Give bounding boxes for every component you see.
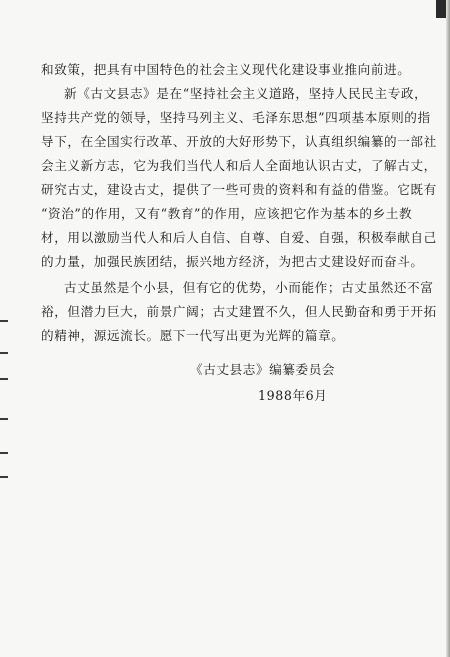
scan-margin-mark (0, 352, 8, 354)
scan-margin-mark (0, 378, 8, 380)
scan-margin-mark (0, 452, 8, 454)
paragraph-line: 新《古文县志》是在“坚持社会主义道路，坚持人民民主专政， (64, 86, 428, 101)
paragraph-line: 研究古丈，建设古丈，提供了一些可贵的资料和有益的借鉴。它既有 (41, 182, 437, 197)
paragraph-line: 古丈虽然是个小县，但有它的优势，小而能作；古丈虽然还不富 (64, 280, 434, 295)
paragraph-line: “资治”的作用，又有“教育”的作用，应该把它作为基本的乡土教 (41, 206, 413, 221)
scan-corner-mark (436, 0, 446, 18)
scan-edge (446, 0, 450, 657)
signature-committee: 《古丈县志》编纂委员会 (190, 362, 336, 377)
paragraph-line: 的精神，源远流长。愿下一代写出更为光辉的篇章。 (41, 328, 345, 343)
paragraph-line: 的力量，加强民族团结，振兴地方经济，为把古丈建设好而奋斗。 (41, 254, 424, 269)
scan-margin-mark (0, 418, 8, 420)
signature-date: 1988年6月 (258, 388, 328, 403)
paragraph-line: 坚持共产党的领导，坚持马列主义、毛泽东思想”四项基本原则的指 (41, 110, 431, 125)
scan-margin-mark (0, 320, 8, 322)
paragraph-line: 会主义新方志，它为我们当代人和后人全面地认识古丈，了解古丈， (41, 158, 437, 173)
paragraph-line: 和致策，把具有中国特色的社会主义现代化建设事业推向前进。 (41, 62, 411, 77)
scan-margin-mark (0, 476, 8, 478)
paragraph-line: 导下，在全国实行改革、开放的大好形势下，认真组织编纂的一部社 (41, 134, 437, 149)
paragraph-line: 裕，但潜力巨大，前景广阔；古丈建置不久，但人民勤奋和勇于开拓 (41, 304, 437, 319)
paragraph-line: 材，用以激励当代人和后人自信、自尊、自爱、自强，积极奉献自己 (41, 230, 437, 245)
